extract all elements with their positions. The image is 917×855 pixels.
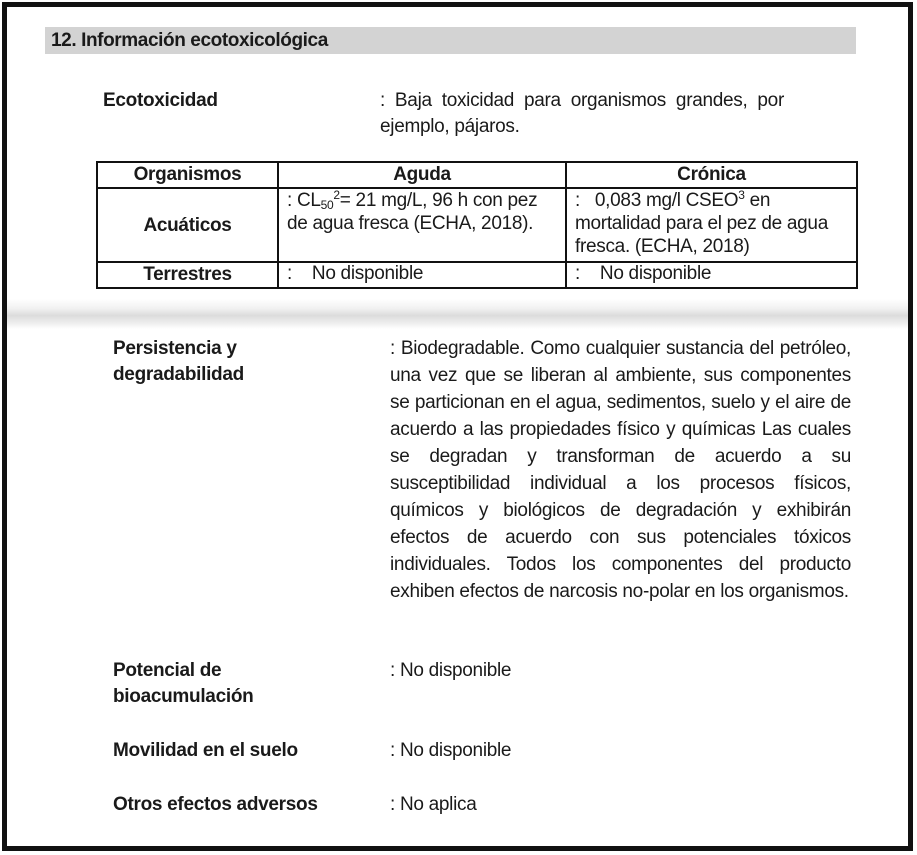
document-page xyxy=(2,2,913,851)
persistencia-label-line1: Persistencia y xyxy=(113,338,237,359)
header-aguda: Aguda xyxy=(278,162,566,188)
ecotoxicity-table xyxy=(96,161,858,289)
header-organismos: Organismos xyxy=(97,162,278,188)
movilidad-value: : No disponible xyxy=(390,740,512,761)
page-tear-divider xyxy=(7,299,908,329)
bioacumulacion-label-line2: bioacumulación xyxy=(113,686,254,707)
table-row-terrestres xyxy=(97,262,857,288)
header-cronica: Crónica xyxy=(566,162,857,188)
bioacumulacion-value: : No disponible xyxy=(390,660,512,681)
otros-efectos-label: Otros efectos adversos xyxy=(113,794,318,815)
table-header-row xyxy=(97,162,857,188)
ecotoxicidad-label: Ecotoxicidad xyxy=(103,90,218,111)
persistencia-label-line2: degradabilidad xyxy=(113,364,244,385)
cell-acuaticos-aguda: : $CL_{50}^2= 21$ mg/L, 96 h con pez de agua fresca (ECHA, 2018). xyxy=(278,188,566,262)
section-title: 12. Información ecotoxicológica xyxy=(51,30,328,51)
cell-acuaticos-cronica: : 0,083 mg/l CSEO$^3$ en mortalidad para el pez de agua fresca. (ECHA, 2018) xyxy=(566,188,857,262)
ecotoxicidad-value-line2: ejemplo, pájaros. xyxy=(380,116,520,137)
bioacumulacion-label-line1: Potencial de xyxy=(113,660,222,681)
cell-terrestres-cronica: : No disponible xyxy=(566,262,857,288)
otros-efectos-value: : No aplica xyxy=(390,794,477,815)
section-header xyxy=(45,27,856,54)
row-label-acuaticos: Acuáticos xyxy=(97,188,278,262)
movilidad-label: Movilidad en el suelo xyxy=(113,740,298,761)
row-label-terrestres: Terrestres xyxy=(97,262,278,288)
table-row-acuaticos xyxy=(97,188,857,262)
cell-terrestres-aguda: : No disponible xyxy=(278,262,566,288)
ecotoxicidad-value-line1: : Baja toxicidad para organismos grandes, por xyxy=(380,90,784,111)
persistencia-value: : Biodegradable. Como cualquier sustancia del petróleo, una vez que se liberan al ambiente, sus componentes se particionan en el agua, sedimentos, suelo y el aire de acuerdo a las propiedades físico y químicas Las cuales se degradan y transforman de acuerdo a su susceptibilidad individual a los procesos físicos, químicos y biológicos de degradación y exhibirán efectos de acuerdo con sus potenciales tóxicos individuales. Todos los componentes del producto exhiben efectos de narcosis no-polar en los organismos. xyxy=(390,338,851,602)
